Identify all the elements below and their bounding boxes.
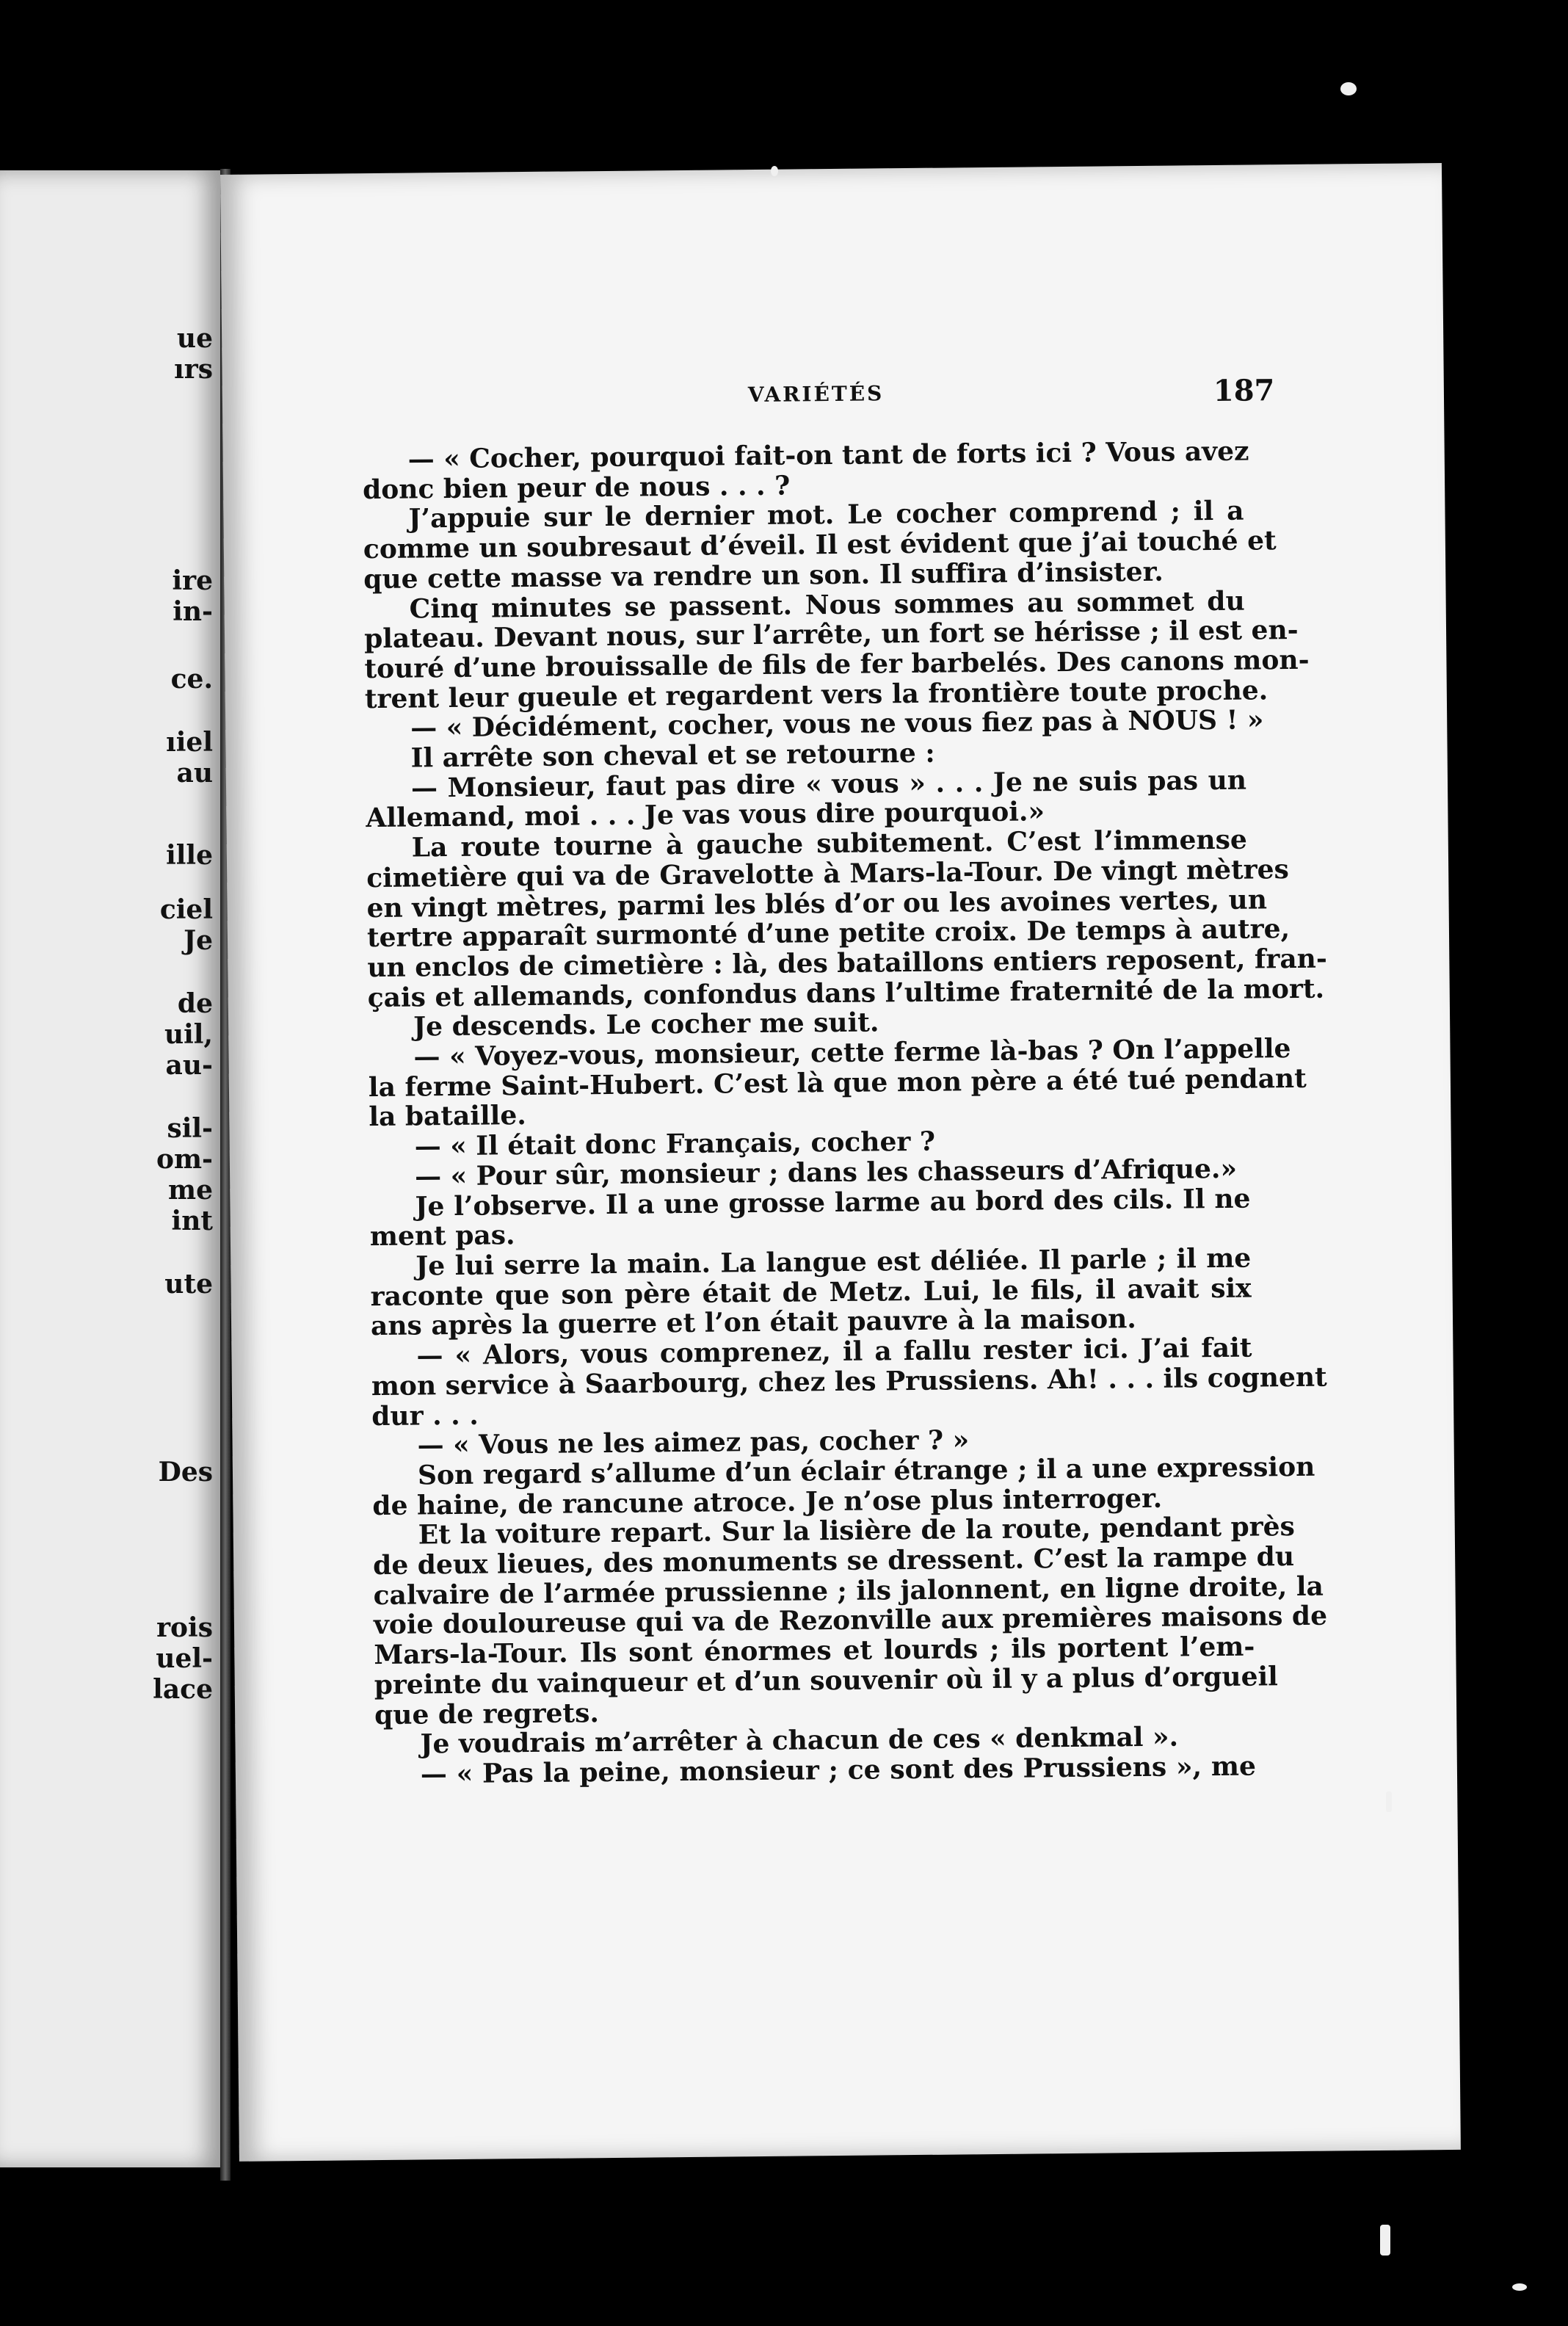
text-line: tertre apparaît surmonté d’une petite croix. De temps à autre, (366, 913, 1291, 954)
text-line: Mars-la-Tour. Ils sont énormes et lourds ; ils portent l’em- (374, 1631, 1255, 1671)
text-line: — « Il était donc Français, cocher ? (414, 1126, 936, 1162)
text-line: calvaire de l’armée prussienne ; ils jalonnent, en ligne droite, la (373, 1570, 1324, 1611)
text-line: Je l’observe. Il a une grosse larme au bord des cils. Il ne (415, 1183, 1251, 1222)
left-page-fragment: ue (176, 323, 213, 354)
left-page-fragment: uil, (164, 1019, 213, 1050)
text-line: que de regrets. (374, 1697, 600, 1731)
page-number: 187 (1213, 373, 1275, 409)
text-line: Je lui serre la main. La langue est déliée. Il parle ; il me (415, 1242, 1252, 1282)
text-line: en vingt mètres, parmi les blés d’or ou les avoines vertes, un (366, 883, 1268, 924)
text-line: de deux lieues, des monuments se dressent. C’est la rampe du (372, 1541, 1295, 1582)
text-line: Cinq minutes se passent. Nous sommes au sommet du (409, 585, 1245, 625)
text-line: — « Vous ne les aimez pas, cocher ? » (417, 1424, 970, 1461)
text-line: — « Pas la peine, monsieur ; ce sont des Prussiens », me (420, 1750, 1257, 1790)
scan-speck (1380, 2225, 1390, 2256)
text-line: Je voudrais m’arrêter à chacun de ces « denkmal ». (420, 1721, 1179, 1760)
text-line: — « Voyez-vous, monsieur, cette ferme là-bas ? On l’appelle (413, 1033, 1291, 1073)
text-line: la ferme Saint-Hubert. C’est là que mon père a été tué pendant (368, 1062, 1307, 1103)
text-line: dur . . . (371, 1399, 479, 1432)
text-line: raconte que son père était de Metz. Lui, le fils, il avait six (370, 1272, 1252, 1312)
left-page-edge (0, 170, 225, 2167)
text-line: La route tourne à gauche subitement. C’est l’immense (411, 824, 1247, 863)
text-line: trent leur gueule et regardent vers la frontière toute proche. (364, 674, 1268, 714)
text-line: Son regard s’allume d’un éclair étrange ; il a une expression (417, 1451, 1315, 1491)
left-page-fragment: me (168, 1175, 213, 1206)
text-line: voie douloureuse qui va de Rezonville aux premières maisons de (373, 1601, 1328, 1641)
text-line: touré d’une brouissalle de fils de fer barbelés. Des canons mon- (364, 644, 1310, 685)
left-page-fragment: ce. (170, 664, 213, 695)
left-page-fragment: sil- (167, 1113, 213, 1144)
text-line: donc bien peur de nous . . . ? (362, 470, 791, 505)
scan-speck (1340, 82, 1357, 95)
text-line: plateau. Devant nous, sur l’arrête, un fort se hérisse ; il est en- (363, 615, 1299, 655)
left-page-fragment: au- (165, 1050, 213, 1081)
left-page-fragment: Je (184, 925, 213, 956)
text-line: la bataille. (369, 1100, 526, 1133)
text-line: un enclos de cimetière : là, des bataillons entiers reposent, fran- (367, 943, 1327, 984)
text-line: que cette masse va rendre un son. Il suffira d’insister. (363, 556, 1164, 595)
text-line: — « Pour sûr, monsieur ; dans les chasseurs d’Afrique.» (414, 1153, 1238, 1192)
text-line: Et la voiture repart. Sur la lisière de la route, pendant près (418, 1511, 1296, 1551)
text-line: — « Alors, vous comprenez, il a fallu rester ici. J’ai fait (416, 1332, 1252, 1372)
left-page-fragment: in- (173, 596, 213, 627)
text-line: — « Cocher, pourquoi fait-on tant de forts ici ? Vous avez (407, 435, 1249, 475)
text-line: mon service à Saarbourg, chez les Prussiens. Ah! . . . ils cognent (371, 1361, 1327, 1402)
scan-speck (1386, 1791, 1392, 1812)
right-page (220, 163, 1461, 2162)
scan-speck (1512, 2283, 1527, 2291)
text-line: cimetière qui va de Gravelotte à Mars-la-Tour. De vingt mètres (366, 853, 1290, 894)
text-line: — « Décidément, cocher, vous ne vous fiez pas à NOUS ! » (410, 704, 1264, 744)
left-page-fragment: au (176, 758, 213, 789)
left-page-fragment: ırs (174, 354, 213, 385)
text-line: ans après la guerre et l’on était pauvre à la maison. (370, 1303, 1137, 1342)
left-page-fragment: uel- (156, 1643, 213, 1674)
left-page-fragment: de (177, 988, 213, 1019)
left-page-fragment: ıiel (166, 727, 213, 758)
text-line: çais et allemands, confondus dans l’ultime fraternité de la mort. (367, 973, 1325, 1013)
left-page-fragment: ciel (159, 894, 213, 925)
left-page-fragment: om- (156, 1144, 213, 1175)
running-head: VARIÉTÉS (747, 381, 885, 407)
text-line: comme un soubresaut d’éveil. Il est évident que j’ai touché et (363, 525, 1277, 565)
text-line: — Monsieur, faut pas dire « vous » . . . Je ne suis pas un (410, 764, 1247, 804)
left-page-fragment: int (171, 1206, 213, 1236)
left-page-fragment: ille (166, 840, 213, 871)
left-page-fragment: Des (158, 1457, 213, 1488)
text-line: J’appuie sur le dernier mot. Le cocher comprend ; il a (408, 496, 1244, 535)
left-page-fragment: lace (153, 1674, 213, 1705)
text-line: Allemand, moi . . . Je vas vous dire pourquoi.» (366, 796, 1045, 834)
left-page-fragment: ute (164, 1269, 213, 1300)
text-line: Il arrête son cheval et se retourne : (410, 737, 935, 774)
text-line: ment pas. (369, 1220, 515, 1253)
text-line: preinte du vainqueur et d’un souvenir où il y a plus d’orgueil (374, 1661, 1279, 1700)
scan-speck (771, 166, 778, 176)
text-line: de haine, de rancune atroce. Je n’ose plus interroger. (372, 1482, 1163, 1521)
left-page-fragment: rois (156, 1612, 213, 1643)
left-page-fragment: ire (172, 565, 213, 596)
body-text (362, 435, 1328, 1790)
text-line: Je descends. Le cocher me suit. (413, 1007, 879, 1043)
